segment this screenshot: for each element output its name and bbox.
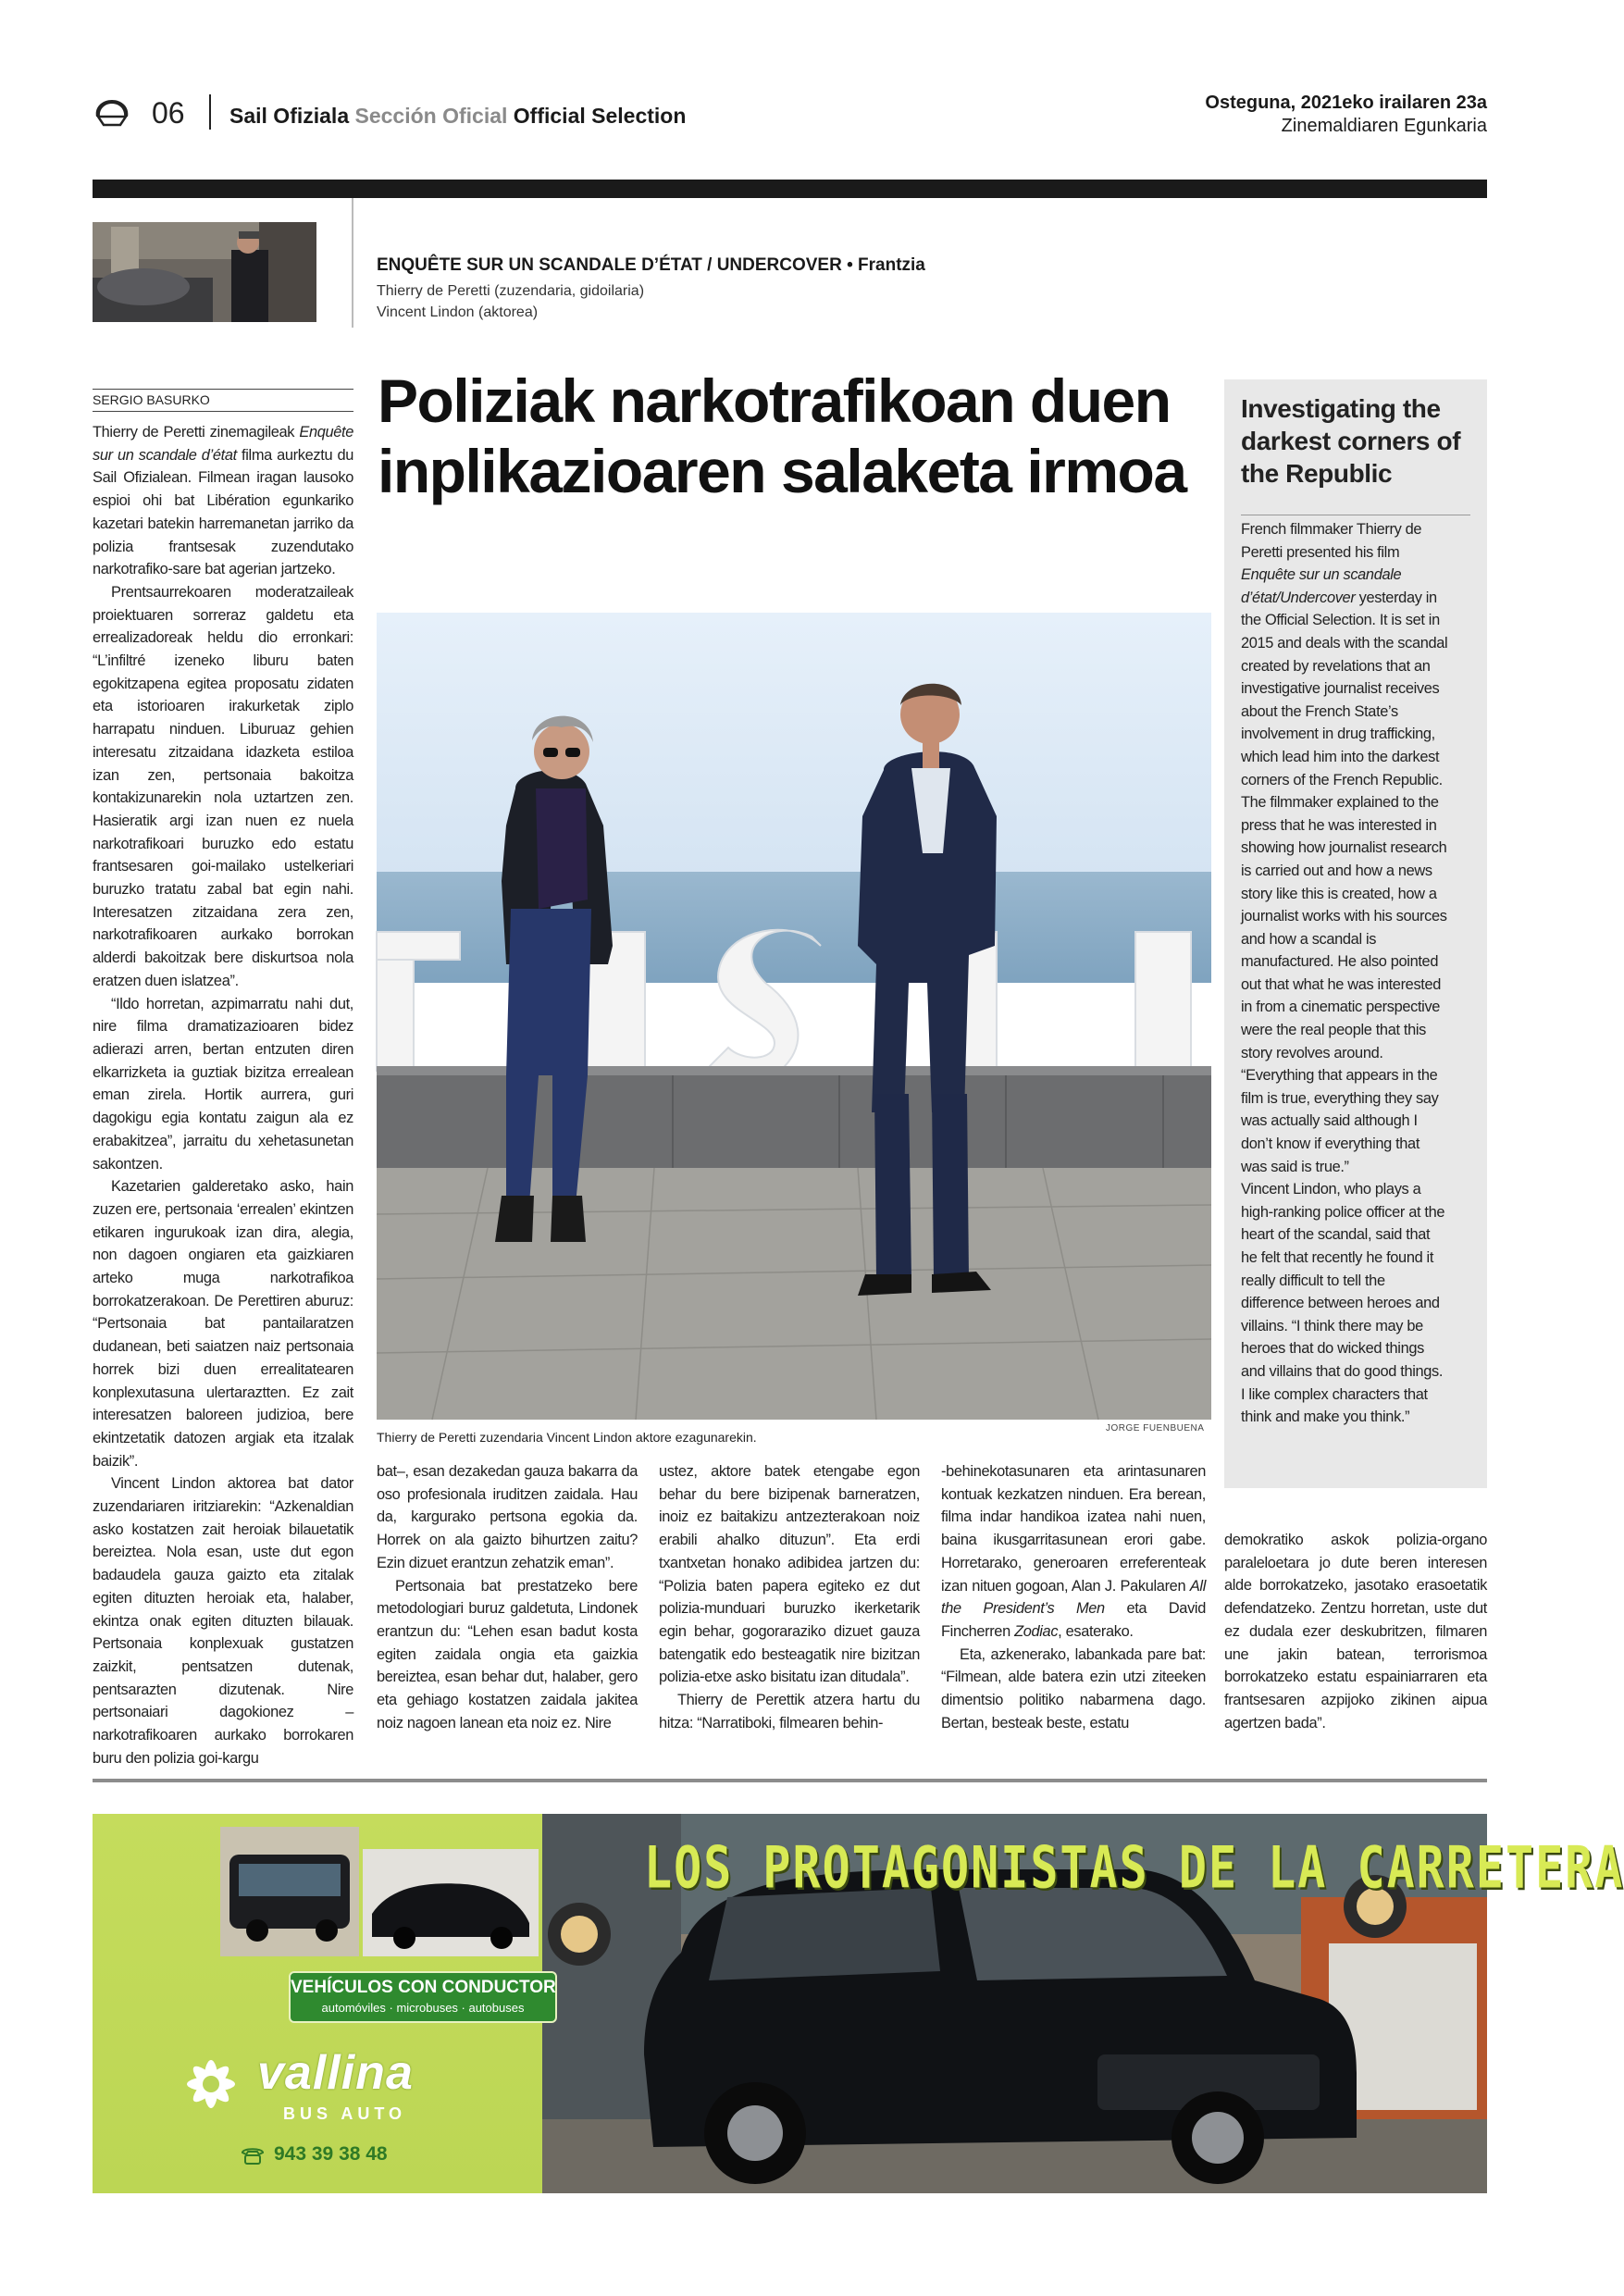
article-column-5 — [1224, 1529, 1487, 1734]
ad-brand-name: vallina — [257, 2046, 414, 2100]
page-header — [93, 91, 1487, 146]
paragraph: Kazetarien galderetako asko, hain zuzen ere, pertsonaia ‘errealen’ ekintzen etikaren ingurukoak izan dira, alegia, non dagoen ongiaren eta gaizkiaren arteko muga narkotrafikoa borrokatzerakoan. De Perettiren aburuz: “Pertsonaia bat pantailaratzen dudanean, beti saiatzen naiz pertsonaia horrek bizi duen errealitatearen konplexutasuna ulertaraztten. Ez zait interesatzen baloreen judizioa, bere ekintzetatik datozen argiak eta itzalak baizik”. — [93, 1178, 353, 1470]
top-bar — [93, 180, 1487, 198]
article-column-1 — [93, 421, 353, 1769]
header-separator — [209, 94, 211, 130]
section-title — [229, 104, 686, 129]
sidebar-title: Investigating the darkest corners of the Republic — [1241, 394, 1461, 488]
paragraph: Vincent Lindon aktorea bat dator zuzendariaren iritziarekin: “Azkenaldian asko kostatzen zait heroiak bilauetatik bereiztea. Nola esan, uste dut egon badaudela gauza gaizto eta zitalak egiten dituzten heroiak eta, halaber, ekintza onak egiten dituzten bilauak. Pertsonaia konplexuak gustatzen zaizkit, pentsatzen dutenak, pentsarazten dizutenak. Nire pertsonaiari dagokionez –narkotrafikoaren aurkako borrokaren buru den polizia goi-kargu — [93, 1475, 353, 1767]
ad-brand-subtitle: BUS AUTO — [283, 2104, 407, 2123]
info-divider — [352, 198, 353, 328]
phone-icon — [241, 2145, 265, 2166]
paragraph: bat–, esan dezakedan gauza bakarra da oso profesionala iruditzen zaidala. Hau da, kargurako pertsona egokia da. Horrek on ala gaizto bihurtzen zaitu? Ezin dizuet erantzun zehatzik eman”. — [377, 1463, 638, 1571]
paragraph: “Ildo horretan, azpimarratu nahi dut, nire filma dramatizazioaren bidez adierazi arren, bertan entzuten diren elkarrizketa ia guztiak bizitza errealean eman zirela. Hortik aurrera, guri dagokigu egia kontatu zaigun ala ez erabakitzea”, jarraitu du xehetasunetan sakontzen. — [93, 995, 353, 1173]
headline: Poliziak narkotrafikoan duen inplikazioaren salaketa irmoa — [378, 366, 1186, 505]
film-director: Thierry de Peretti (zuzendaria, gidoilaria) — [377, 283, 645, 299]
page-number: 06 — [152, 96, 185, 130]
english-summary-box — [1224, 379, 1487, 1488]
publication-name: Zinemaldiaren Egunkaria — [1281, 116, 1487, 136]
section-eu: Sail Ofiziala — [229, 104, 350, 128]
advertisement[interactable] — [93, 1814, 1624, 2193]
ad-headline: LOS PROTAGONISTAS DE LA CARRETERA — [644, 1834, 1624, 1902]
paragraph: Thierry de Perettik atzera hartu du hitza: “Narratiboki, filmearen behin- — [659, 1692, 920, 1731]
photo-caption: Thierry de Peretti zuzendaria Vincent Lindon aktore ezagunarekin. — [377, 1430, 757, 1445]
ad-service-badge — [289, 1971, 557, 2023]
paragraph: Thierry de Peretti zinemagileak Enquête sur un scandale d’état filma aurkeztu du Sail Ofizialean. Filmean iragan lausoko espioi ohi bat Libération egunkariko kazetari batekin harremanetan jarriko da polizia frantsesak zuzendutako narkotrafiko-sare bat agerian jartzeko. — [93, 424, 353, 578]
paragraph: ustez, aktore batek etengabe egon behar du bere bizipenak barneratzen, inoiz ez baitakizu antzezterakoan noiz erabili ahalko dituzun”. Eta erdi txantxetan honako adibidea jartzen du: “Polizia baten papera egiteko ez dut polizia-munduari buruzko ikerketarik egin behar, gogoraraziko dizuet gauza batengatik edo besteagatik nire bizitzan polizia-etxe asko bisitatu izan ditudala”. — [659, 1463, 920, 1686]
section-en: Official Selection — [513, 104, 687, 128]
film-actor: Vincent Lindon (aktorea) — [377, 304, 539, 320]
ad-bus-photo — [220, 1827, 359, 1956]
vallina-flower-logo-icon — [174, 2047, 248, 2121]
paragraph: -behinekotasunaren eta arintasunaren kontuak kezkatzen ninduen. Era berean, filma indar handikoa izatea nahi nuen, baina ikusgarritasunean erori gabe. Horretarako, generoaren erreferenteak izan nituen gogoan, Alan J. Pakularen All the President’s Men eta David Fincherren Zodiac, esaterako. — [941, 1463, 1206, 1640]
section-es: Sección Oficial — [354, 104, 508, 128]
ad-badge-subtitle: automóviles · microbuses · autobuses — [321, 2001, 525, 2015]
paragraph: Prentsaurrekoaren moderatzaileak proiektuaren sorreraz galdetu eta errealizadoreak heldu dio erronkari: “L’infiltré izeneko liburu baten egokitzapena egitea proposatu zidaten eta istorioaren irakurketak ziplo harrapatu ninduen. Liburuaz gehien interesatu zitzaidana idazketa estiloa izan zen, pertsonaia bakoitza kontakizunarekin nola uztartzen zen. Hasieratik argi izan nuen ez nuela narkotrafikoari buruzko edo estatu frantsesaren goi-mailako ustelkeriari buruzko tratatu zabal bat egin nahi. Interesatzen zitzaidana zera zen, narkotrafikoaren aurkako borrokan alderdi bakoitzak bere diskurtsoa nola eratzen duen islatzea”. — [93, 583, 353, 989]
paragraph: Eta, azkenerako, labankada pare bat: “Filmean, alde batera ezin utzi ziteeken dimentsio politiko nabarmena dago. Bertan, besteak beste, estatu — [941, 1645, 1206, 1731]
ad-badge-title: VEHÍCULOS CON CONDUCTOR — [291, 1978, 556, 1997]
paragraph: Pertsonaia bat prestatzeko bere metodologiari buruz galdetuta, Lindonek erantzun du: “Lehen esan badut kosta egiten zaidala ongia eta gaizkia bereiztea, esan behar dut, halaber, gero eta gehiago kostatzen zaidala jakitea noiz nagoen lanean eta noiz ez. Nire — [377, 1577, 638, 1731]
article-column-2 — [377, 1460, 638, 1734]
section-divider — [93, 1779, 1487, 1782]
sidebar-text: French filmmaker Thierry de Peretti presented his film Enquête sur un scandale d’état/Undercover yesterday in the Official Selection. It is set in 2015 and deals with the scandal created by revelations that an investigative journalist receives about the French State’s involvement in drug trafficking, which lead him into the darkest corners of the French Republic. The filmmaker explained to the press that he was interested in showing how journalist research is carried out and how a news story like this is created, how a journalist works with his sources and how a scandal is manufactured. He also pointed out that what he was interested in from a cinematic perspective were the real people that this story revolves around. “Everything that appears in the film is true, everything they say was actually said although I don’t know if everything that was said is true.” Vincent Lindon, who plays a high-ranking police officer at the heart of the scandal, said that he felt that recently he found it really difficult to tell the difference between heroes and villains. “I think there may be heroes that do wicked things and villains that do good things. I like complex characters that think and make you think.” — [1241, 521, 1448, 1426]
article-column-4 — [941, 1460, 1206, 1734]
ad-phone-number[interactable]: 943 39 38 48 — [274, 2143, 388, 2165]
article-photo — [377, 613, 1211, 1420]
photo-credit: JORGE FUENBUENA — [1106, 1423, 1205, 1433]
article-column-3 — [659, 1460, 920, 1734]
issue-date: Osteguna, 2021eko irailaren 23a — [1205, 93, 1487, 113]
byline: SERGIO BASURKO — [93, 389, 353, 412]
film-still-thumbnail — [93, 222, 316, 322]
paragraph: demokratiko askok polizia-organo paraleloetara jo dute beren interesen alde borrokatzeko, jasotako erasoetatik defendatzeko. Zentzu horretan, uste dut ez dudala ezer deskubritzen, filmaren une jakin batean, terrorismoa borrokatzeko estatu espainiarraren eta frantsesaren azpijoko zikinen aipua agertzen bada”. — [1224, 1532, 1487, 1731]
film-title: ENQUÊTE SUR UN SCANDALE D’ÉTAT / UNDERCOVER • Frantzia — [377, 255, 925, 275]
ad-car-photo — [363, 1849, 539, 1956]
festival-logo-icon — [93, 96, 131, 128]
